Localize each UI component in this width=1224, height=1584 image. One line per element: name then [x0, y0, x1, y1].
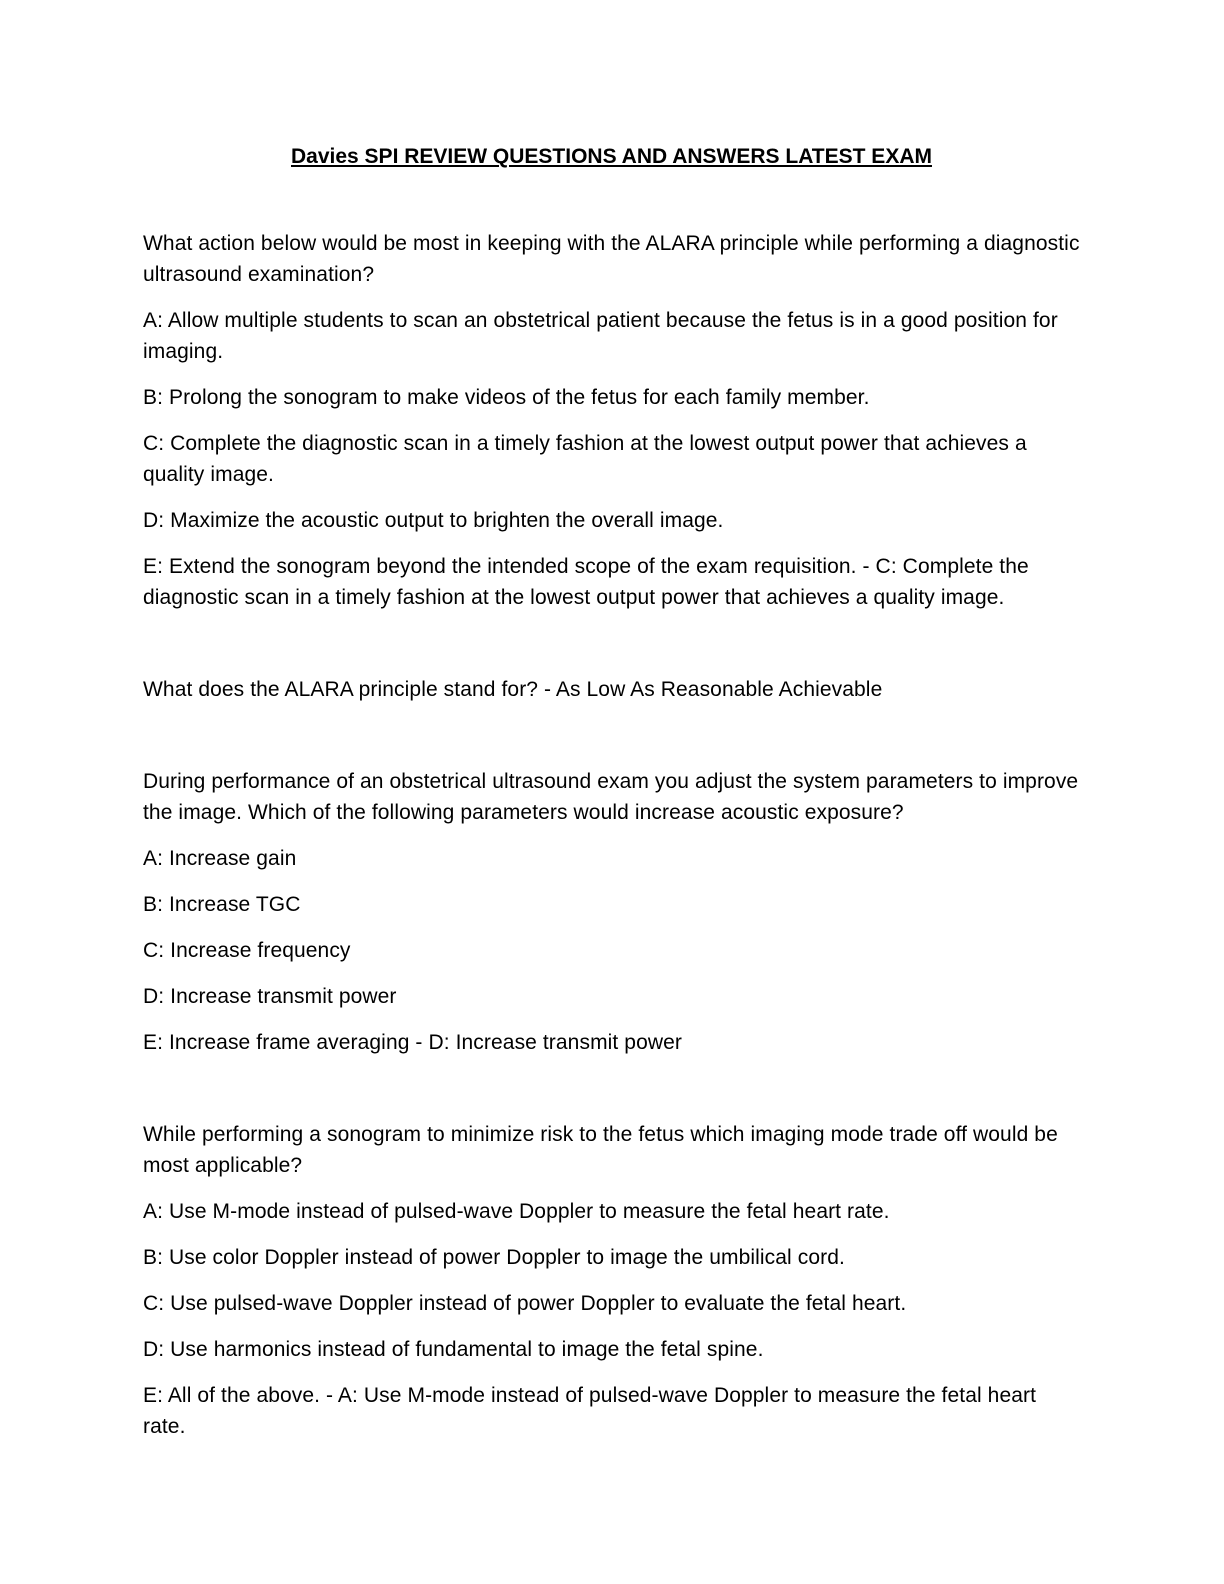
question-2-text-with-answer: What does the ALARA principle stand for? - As Low As Reasonable Achievable	[143, 678, 883, 701]
question-1-option-e-with-answer: E: Extend the sonogram beyond the intended scope of the exam requisition. - C: Complete the diagnostic scan in a timely fashion at the lowest output power that achieves a quality image.	[143, 555, 1029, 609]
question-4-option-e-with-answer: E: All of the above. - A: Use M-mode instead of pulsed-wave Doppler to measure the fetal heart rate.	[143, 1384, 1037, 1438]
question-4-option-d: D: Use harmonics instead of fundamental to image the fetal spine.	[143, 1338, 764, 1361]
question-3-option-d: D: Increase transmit power	[143, 985, 397, 1008]
question-1-text: What action below would be most in keeping with the ALARA principle while performing a diagnostic ultrasound examination?	[143, 232, 1080, 286]
question-4-option-a: A: Use M-mode instead of pulsed-wave Doppler to measure the fetal heart rate.	[143, 1200, 890, 1223]
question-3-option-a: A: Increase gain	[143, 847, 297, 870]
question-block-1	[143, 228, 1080, 613]
question-1-option-d: D: Maximize the acoustic output to brighten the overall image.	[143, 509, 724, 532]
question-block-2	[143, 674, 1080, 705]
question-4-option-b: B: Use color Doppler instead of power Doppler to image the umbilical cord.	[143, 1246, 845, 1269]
question-4-text: While performing a sonogram to minimize risk to the fetus which imaging mode trade off would be most applicable?	[143, 1123, 1058, 1177]
question-1-option-c: C: Complete the diagnostic scan in a timely fashion at the lowest output power that achieves a quality image.	[143, 432, 1027, 486]
question-3-option-b: B: Increase TGC	[143, 893, 301, 916]
exam-title: Davies SPI REVIEW QUESTIONS AND ANSWERS LATEST EXAM	[291, 145, 932, 168]
question-3-option-e-with-answer: E: Increase frame averaging - D: Increase transmit power	[143, 1031, 682, 1054]
question-3-option-c: C: Increase frequency	[143, 939, 351, 962]
question-1-option-b: B: Prolong the sonogram to make videos of the fetus for each family member.	[143, 386, 870, 409]
question-1-option-a: A: Allow multiple students to scan an obstetrical patient because the fetus is in a good position for imaging.	[143, 309, 1058, 363]
question-block-4	[143, 1119, 1080, 1442]
question-4-option-c: C: Use pulsed-wave Doppler instead of power Doppler to evaluate the fetal heart.	[143, 1292, 907, 1315]
question-block-3	[143, 766, 1080, 1058]
question-3-text: During performance of an obstetrical ultrasound exam you adjust the system parameters to improve the image. Which of the following parameters would increase acoustic exposure?	[143, 770, 1079, 824]
